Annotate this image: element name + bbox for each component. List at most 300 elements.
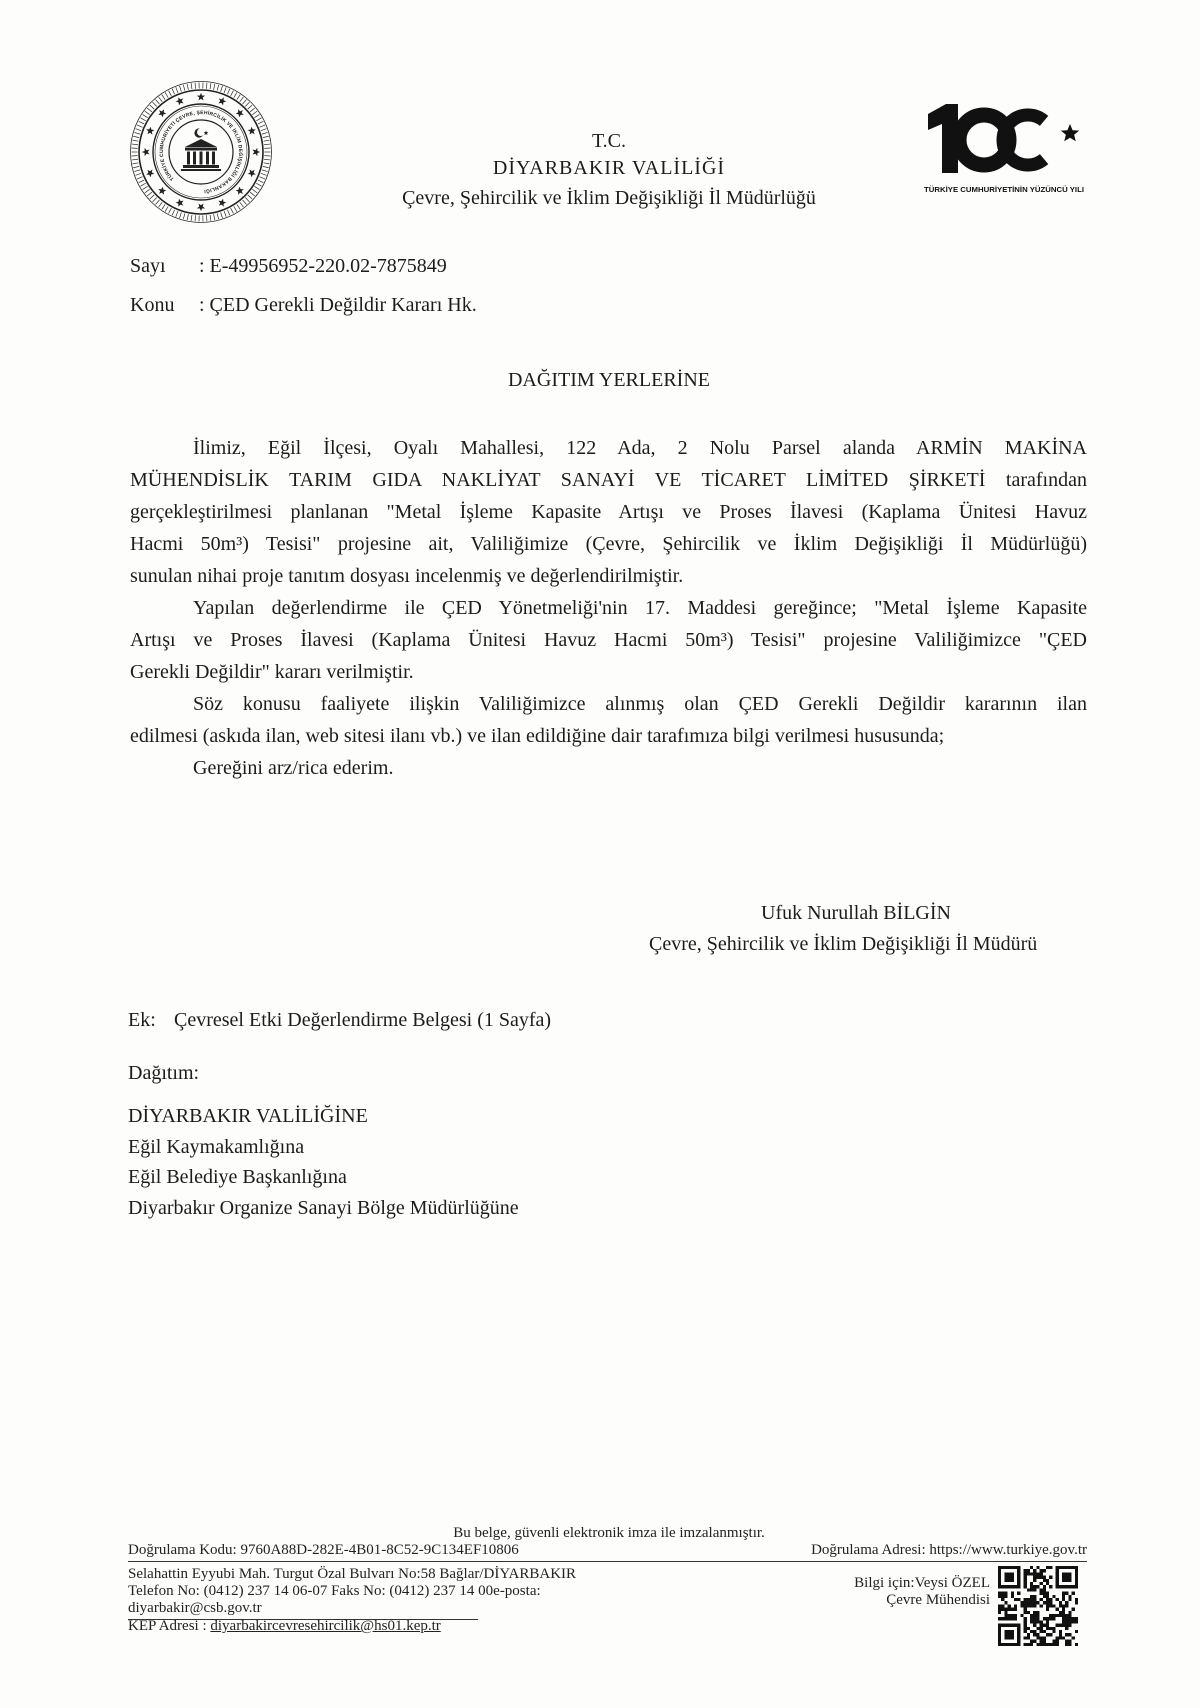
star-icon [176, 199, 184, 207]
qr-module [1075, 1630, 1078, 1633]
qr-module [1036, 1633, 1039, 1636]
seal-tick [155, 200, 159, 205]
qr-module [1072, 1592, 1075, 1595]
seal-tick [147, 108, 152, 112]
seal-tick [240, 97, 244, 102]
qr-module [1001, 1604, 1004, 1607]
qr-module [1046, 1582, 1049, 1585]
seal-tick [264, 140, 270, 141]
qr-module [1056, 1643, 1059, 1646]
qr-module [1068, 1633, 1071, 1636]
footer-divider [128, 1561, 1087, 1562]
qr-module [1046, 1598, 1049, 1601]
qr-module [1036, 1614, 1039, 1617]
qr-module [1046, 1604, 1049, 1607]
qr-module [1033, 1633, 1036, 1636]
seal-tick [140, 183, 145, 186]
qr-module [1004, 1608, 1007, 1611]
distribution-item: Diyarbakır Organize Sanayi Bölge Müdürlüğüne [128, 1196, 519, 1219]
seal-tick [183, 85, 185, 91]
seal-tick [132, 144, 138, 145]
qr-module [1049, 1617, 1052, 1620]
qr-module [1049, 1598, 1052, 1601]
seal-tick [206, 83, 207, 89]
qr-module [1030, 1582, 1033, 1585]
body-line: Artışı ve Proses İlavesi (Kaplama Ünitesi Havuz Hacmi 50m³) Tesisi" projesine Valiliğimizce "ÇED [130, 629, 1087, 651]
qr-module [1049, 1566, 1052, 1569]
seal-tick [221, 212, 223, 218]
qr-module [1036, 1566, 1039, 1569]
qr-module [1036, 1627, 1039, 1630]
seal-tick [214, 214, 215, 220]
seal-tick [262, 132, 268, 134]
qr-module [1043, 1643, 1046, 1646]
qr-module [1033, 1601, 1036, 1604]
qr-module [1027, 1611, 1030, 1614]
star-icon [236, 109, 244, 117]
qr-module [1049, 1576, 1052, 1579]
qr-module [1062, 1617, 1065, 1620]
seal-tick [165, 92, 168, 97]
qr-module [1008, 1617, 1011, 1620]
qr-module [1072, 1608, 1075, 1611]
qr-module [1056, 1608, 1059, 1611]
qr-module [1020, 1601, 1023, 1604]
qr-module [1014, 1617, 1017, 1620]
qr-module [1040, 1588, 1043, 1591]
seal-tick [165, 206, 168, 211]
qr-module [1024, 1601, 1027, 1604]
qr-module [1052, 1640, 1055, 1643]
info-contact: Bilgi için:Veysi ÖZEL [854, 1575, 990, 1591]
seal-tick [159, 97, 163, 102]
qr-module [1033, 1595, 1036, 1598]
qr-module [1068, 1640, 1071, 1643]
qr-module [1056, 1640, 1059, 1643]
qr-module [1033, 1614, 1036, 1617]
qr-module [1008, 1608, 1011, 1611]
qr-module [1001, 1608, 1004, 1611]
qr-module [1030, 1630, 1033, 1633]
info-title: Çevre Mühendisi [886, 1592, 990, 1608]
star-icon [158, 187, 166, 195]
qr-module [1036, 1636, 1039, 1639]
body-line: Hacmi 50m³) Tesisi" projesine ait, Valiliğimize (Çevre, Şehircilik ve İklim Değişikliği İl Müdürlüğü) [130, 533, 1087, 555]
star-icon [158, 109, 166, 117]
qr-module [1014, 1604, 1017, 1607]
qr-module [1046, 1620, 1049, 1623]
qr-module [1024, 1608, 1027, 1611]
qr-module [1040, 1640, 1043, 1643]
qr-module [1030, 1595, 1033, 1598]
qr-module [1059, 1624, 1062, 1627]
qr-module [1059, 1604, 1062, 1607]
seal-tick [261, 129, 267, 131]
qr-module [1043, 1636, 1046, 1639]
seal-tick [169, 208, 172, 213]
qr-module [1040, 1643, 1043, 1646]
seal-tick [133, 166, 139, 167]
star-icon [197, 204, 205, 212]
seal-tick [250, 192, 255, 196]
seal-tick [172, 89, 174, 94]
seal-tick [140, 118, 145, 121]
distribution-label: Dağıtım: [128, 1062, 200, 1084]
qr-module [1046, 1579, 1049, 1582]
seal-tick [191, 83, 192, 89]
konu-value: : ÇED Gerekli Değildir Kararı Hk. [199, 294, 477, 316]
qr-module [1033, 1604, 1036, 1607]
star-icon [176, 97, 184, 105]
qr-module [1030, 1617, 1033, 1620]
qr-module [1052, 1617, 1055, 1620]
signatory-name: Ufuk Nurullah BİLGİN [761, 902, 951, 924]
qr-module [1059, 1633, 1062, 1636]
seal-tick [137, 177, 143, 179]
centennial-100-logo [920, 100, 1095, 200]
qr-module [1046, 1617, 1049, 1620]
seal-tick [231, 91, 234, 96]
body-line: edilmesi (askıda ilan, web sitesi ilanı vb.) ve ilan edildiğine dair tarafımıza bilgi verilmesi hususunda; [130, 725, 945, 747]
qr-module [1027, 1572, 1030, 1575]
seal-tick [133, 136, 139, 137]
qr-module [1024, 1617, 1027, 1620]
qr-module [1011, 1617, 1014, 1620]
seal-tick [153, 102, 157, 106]
seal-tick [162, 204, 165, 209]
seal-tick [139, 180, 144, 183]
qr-module [1024, 1585, 1027, 1588]
star-icon [197, 93, 205, 101]
qr-module [1062, 1592, 1065, 1595]
footer-email: diyarbakir@csb.gov.tr [128, 1600, 262, 1616]
qr-module [1024, 1620, 1027, 1623]
qr-module [1062, 1624, 1065, 1627]
qr-module [1036, 1617, 1039, 1620]
seal-tick [134, 132, 140, 134]
seal-tick [237, 204, 240, 209]
seal-tick [245, 102, 249, 106]
seal-tick [172, 210, 174, 215]
qr-module [1040, 1627, 1043, 1630]
qr-module [1011, 1592, 1014, 1595]
qr-module [1004, 1611, 1007, 1614]
seal-tick [217, 85, 219, 91]
seal-tick [217, 213, 219, 219]
seal-tick [227, 210, 229, 215]
seal-tick [169, 91, 172, 96]
seal-tick [259, 125, 265, 127]
body-line: Yapılan değerlendirme ile ÇED Yönetmeliği'nin 17. Maddesi gereğince; "Metal İşleme Kapasite [193, 597, 1087, 619]
qr-module [1033, 1617, 1036, 1620]
qr-module [1040, 1582, 1043, 1585]
qr-module [1027, 1588, 1030, 1591]
qr-module [1036, 1585, 1039, 1588]
qr-module [1075, 1643, 1078, 1646]
qr-module [1056, 1614, 1059, 1617]
seal-tick [258, 180, 263, 183]
distribution-item: DİYARBAKIR VALİLİĞİNE [128, 1105, 368, 1127]
seal-tick [210, 83, 211, 89]
qr-module [1056, 1636, 1059, 1639]
qr-module [1024, 1630, 1027, 1633]
seal-tick [183, 213, 185, 219]
seal-tick [254, 186, 259, 189]
qr-module [1062, 1620, 1065, 1623]
kep-address: diyarbakircevresehircilik@hs01.kep.tr [210, 1618, 441, 1634]
seal-tick [214, 84, 215, 90]
qr-module [1043, 1576, 1046, 1579]
body-line: Gerekli Değildir" kararı verilmiştir. [130, 661, 414, 683]
qr-module [1017, 1598, 1020, 1601]
qr-module [1004, 1592, 1007, 1595]
star-icon [146, 127, 154, 135]
star-icon [248, 127, 256, 135]
qr-module [1020, 1614, 1023, 1617]
qr-module [1052, 1614, 1055, 1617]
sayi-row [130, 254, 730, 278]
seal-tick [234, 206, 237, 211]
qr-module [1011, 1614, 1014, 1617]
seal-tick [187, 84, 188, 90]
qr-module [1062, 1636, 1065, 1639]
qr-module [1065, 1627, 1068, 1630]
qr-module [1033, 1579, 1036, 1582]
esign-note: Bu belge, güvenli elektronik imza ile imzalanmıştır. [453, 1525, 765, 1541]
qr-module [1001, 1595, 1004, 1598]
qr-module [1065, 1617, 1068, 1620]
seal-tick [150, 105, 154, 109]
seal-tick [206, 215, 207, 221]
qr-module [1011, 1595, 1014, 1598]
distribution-item: Eğil Belediye Başkanlığına [128, 1166, 347, 1188]
konu-label: Konu [130, 294, 175, 316]
qr-module [1008, 1604, 1011, 1607]
qr-module [1014, 1614, 1017, 1617]
qr-module [1072, 1617, 1075, 1620]
qr-module [1059, 1611, 1062, 1614]
qr-module [1030, 1620, 1033, 1623]
star-icon [218, 199, 226, 207]
qr-module [1075, 1601, 1078, 1604]
seal-tick [180, 212, 182, 218]
seal-tick [248, 195, 252, 199]
qr-module [1030, 1614, 1033, 1617]
seal-tick [263, 166, 269, 167]
qr-module [1008, 1614, 1011, 1617]
qr-module [1062, 1614, 1065, 1617]
qr-module [1046, 1624, 1049, 1627]
seal-tick [258, 121, 263, 124]
seal-tick [136, 173, 142, 175]
star-icon [1061, 124, 1079, 141]
qr-module [1001, 1592, 1004, 1595]
qr-module [1027, 1636, 1030, 1639]
qr-module [1065, 1592, 1068, 1595]
seal-tick [137, 125, 143, 127]
qr-module [1027, 1604, 1030, 1607]
seal-tick [262, 170, 268, 172]
konu-row [130, 293, 730, 317]
attachment-label: Ek: [128, 1009, 156, 1031]
seal-tick [132, 159, 138, 160]
qr-module [1043, 1588, 1046, 1591]
qr-module [1011, 1608, 1014, 1611]
qr-module [1001, 1598, 1004, 1601]
qr-module [1065, 1643, 1068, 1646]
qr-code [998, 1566, 1078, 1646]
seal-tick [221, 86, 223, 92]
qr-module [1030, 1572, 1033, 1575]
qr-module [1033, 1569, 1036, 1572]
qr-module [1075, 1598, 1078, 1601]
qr-module [1049, 1585, 1052, 1588]
distribution-item: Eğil Kaymakamlığına [128, 1135, 305, 1158]
qr-module [1052, 1630, 1055, 1633]
body-line: MÜHENDİSLİK TARIM GIDA NAKLİYAT SANAYİ VE TİCARET LİMİTED ŞİRKETİ tarafından [130, 469, 1087, 491]
header-governorship: DİYARBAKIR VALİLİĞİ [492, 157, 726, 179]
ministry-seal-logo [126, 77, 276, 227]
star-icon [142, 148, 150, 156]
star-icon [253, 148, 261, 156]
qr-module [1068, 1611, 1071, 1614]
seal-tick [240, 202, 244, 207]
qr-module [1040, 1569, 1043, 1572]
seal-tick [252, 189, 257, 193]
qr-module [1036, 1601, 1039, 1604]
seal-tick [155, 99, 159, 104]
qr-module [1036, 1611, 1039, 1614]
qr-module [1065, 1624, 1068, 1627]
qr-module [1020, 1604, 1023, 1607]
qr-module [1046, 1608, 1049, 1611]
seal-tick [263, 136, 269, 137]
qr-module [1004, 1595, 1007, 1598]
qr-module [1033, 1611, 1036, 1614]
sayi-label: Sayı [130, 255, 166, 277]
qr-module [1030, 1640, 1033, 1643]
seal-tick [180, 86, 182, 92]
seal-tick [133, 163, 139, 164]
seal-tick [133, 140, 139, 141]
seal-ring-text: TÜRKİYE CUMHURİYETİ ÇEVRE, ŞEHİRCİLİK VE İKLİM DEĞİŞİKLİĞİ BAKANLIĞI [158, 109, 244, 194]
qr-module [1049, 1643, 1052, 1646]
seal-tick [227, 89, 229, 94]
qr-module [1014, 1598, 1017, 1601]
qr-module [1030, 1566, 1033, 1569]
qr-module [1043, 1601, 1046, 1604]
qr-module [1030, 1585, 1033, 1588]
body-line: sunulan nihai proje tanıtım dosyası incelenmiş ve değerlendirilmiştir. [130, 565, 684, 587]
qr-module [1017, 1592, 1020, 1595]
qr-module [1027, 1601, 1030, 1604]
qr-module [1043, 1569, 1046, 1572]
qr-module [1040, 1620, 1043, 1623]
seal-tick [261, 173, 267, 175]
qr-module [1049, 1633, 1052, 1636]
qr-module [1024, 1627, 1027, 1630]
centennial-subtitle: TÜRKİYE CUMHURİYETİNİN YÜZÜNCÜ YILI [924, 187, 1069, 194]
seal-tick [259, 177, 265, 179]
seal-building-emblem [181, 128, 221, 171]
signatory-title: Çevre, Şehircilik ve İklim Değişikliği İl Müdürü [649, 933, 1038, 955]
seal-tick [252, 111, 257, 115]
body-line: Söz konusu faaliyete ilişkin Valiliğimizce alınmış olan ÇED Gerekli Değildir kararının ilan [193, 693, 1087, 715]
qr-module [1046, 1601, 1049, 1604]
qr-module [1024, 1624, 1027, 1627]
seal-tick [245, 198, 249, 202]
qr-module [1024, 1579, 1027, 1582]
seal-tick [143, 186, 148, 189]
qr-module [1062, 1604, 1065, 1607]
seal-tick [147, 192, 152, 196]
qr-module [1075, 1617, 1078, 1620]
qr-module [1004, 1601, 1007, 1604]
seal-tick [191, 215, 192, 221]
seal-tick [224, 87, 226, 93]
qr-module [998, 1611, 1001, 1614]
qr-module [1024, 1569, 1027, 1572]
qr-module [1033, 1576, 1036, 1579]
verification-code: Doğrulama Kodu: 9760A88D-282E-4B01-8C52-9C134EF10806 [128, 1542, 519, 1558]
seal-tick [195, 83, 196, 89]
seal-tick [145, 189, 150, 193]
qr-module [1027, 1627, 1030, 1630]
seal-tick [134, 170, 140, 172]
seal-tick [162, 95, 165, 100]
qr-module [1068, 1617, 1071, 1620]
seal-tick [136, 129, 142, 131]
qr-module [1024, 1582, 1027, 1585]
qr-module [1040, 1572, 1043, 1575]
qr-module [1046, 1595, 1049, 1598]
qr-module [1062, 1611, 1065, 1614]
qr-module [1043, 1640, 1046, 1643]
seal-tick [176, 211, 178, 217]
footer-phone: Telefon No: (0412) 237 14 06-07 Faks No: (0412) 237 14 00e-posta: [128, 1583, 541, 1599]
seal-tick [248, 105, 252, 109]
qr-module [1046, 1592, 1049, 1595]
qr-module [1040, 1576, 1043, 1579]
qr-module [1059, 1636, 1062, 1639]
qr-module [1036, 1643, 1039, 1646]
qr-module [1036, 1572, 1039, 1575]
qr-module [1027, 1643, 1030, 1646]
qr-module [1033, 1630, 1036, 1633]
qr-module [1072, 1636, 1075, 1639]
qr-module [1062, 1595, 1065, 1598]
seal-tick [195, 215, 196, 221]
seal-tick [153, 198, 157, 202]
seal-tick [264, 144, 270, 145]
qr-module [1040, 1624, 1043, 1627]
qr-module [1065, 1614, 1068, 1617]
qr-module [1068, 1614, 1071, 1617]
qr-module [1049, 1627, 1052, 1630]
seal-tick [243, 200, 247, 205]
qr-module [1043, 1585, 1046, 1588]
closing-line: Gereğini arz/rica ederim. [193, 757, 394, 779]
star-icon [236, 187, 244, 195]
seal-tick [143, 114, 148, 117]
qr-module [1040, 1636, 1043, 1639]
seal-tick [159, 202, 163, 207]
qr-module [1052, 1595, 1055, 1598]
qr-module [1043, 1624, 1046, 1627]
seal-tick [231, 208, 234, 213]
qr-module [1036, 1620, 1039, 1623]
qr-module [1052, 1643, 1055, 1646]
